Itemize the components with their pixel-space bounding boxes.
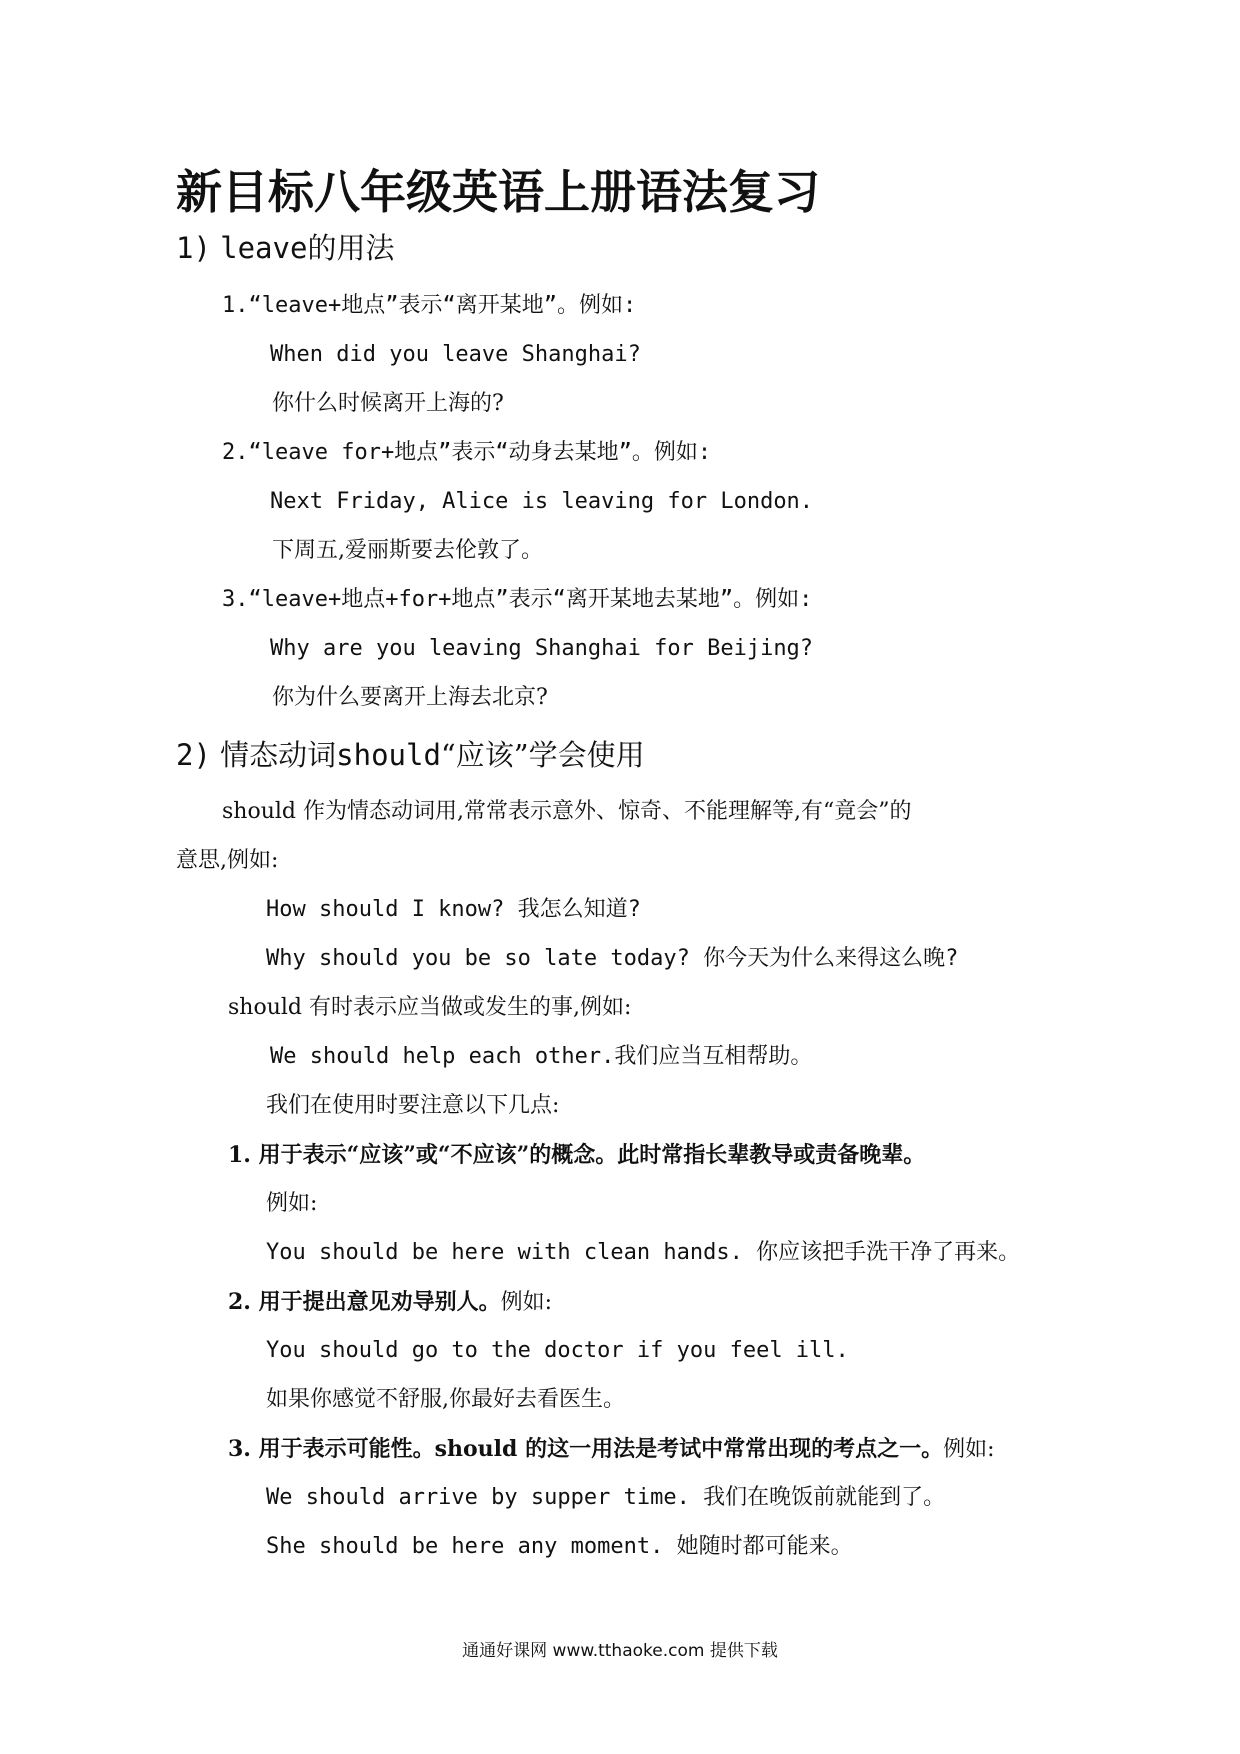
section1-rule-1: 1.“leave+地点”表示“离开某地”。例如: xyxy=(222,293,637,318)
point-2-example-zh: 如果你感觉不舒服,你最好去看医生。 xyxy=(266,1387,625,1412)
section1-number: 1) xyxy=(176,231,211,265)
point-1-heading: 1. 用于表示“应该”或“不应该”的概念。此时常指长辈教导或责备晚辈。 xyxy=(228,1142,926,1168)
section1-example-en-2: Next Friday, Alice is leaving for London. xyxy=(270,489,814,514)
section1-example-en-3: Why are you leaving Shanghai for Beijing? xyxy=(270,636,814,661)
section1-example-zh-1: 你什么时候离开上海的? xyxy=(272,391,504,416)
section1-rule-3: 3.“leave+地点+for+地点”表示“离开某地去某地”。例如: xyxy=(222,587,813,612)
section2-should-line: should 有时表示应当做或发生的事,例如: xyxy=(228,995,632,1020)
page-footer: 通通好课网 www.tthaoke.com 提供下载 xyxy=(462,1641,778,1661)
section2-example-3: We should help each other.我们应当互相帮助。 xyxy=(270,1044,813,1069)
section2-example-2: Why should you be so late today? 你今天为什么来得这么晚? xyxy=(266,946,959,971)
page-title: 新目标八年级英语上册语法复习 xyxy=(176,165,820,219)
point-2-line xyxy=(228,1287,552,1318)
section2-heading-en: should xyxy=(336,738,441,772)
section1-heading-zh: 的用法 xyxy=(307,231,395,265)
section2-number: 2) xyxy=(176,738,211,772)
section2-example-1: How should I know? 我怎么知道? xyxy=(266,897,641,922)
section2-note: 我们在使用时要注意以下几点: xyxy=(266,1093,560,1118)
section2-intro-line1: should 作为情态动词用,常常表示意外、惊奇、不能理解等,有“竟会”的 xyxy=(222,799,912,824)
point-2-example-en: You should go to the doctor if you feel ill. xyxy=(266,1338,849,1363)
section1-example-en-1: When did you leave Shanghai? xyxy=(270,342,641,367)
section2-heading-a: 情态动词 xyxy=(220,738,337,772)
section2-heading xyxy=(176,737,645,773)
section1-heading xyxy=(176,230,394,266)
point-3-heading: 3. 用于表示可能性。should 的这一用法是考试中常常出现的考点之一。 xyxy=(228,1436,944,1462)
point-1-cont: 例如: xyxy=(266,1191,318,1216)
point-3-after: 例如: xyxy=(943,1437,995,1462)
point-1-example: You should be here with clean hands. 你应该把手洗干净了再来。 xyxy=(266,1240,1021,1265)
point-2-after: 例如: xyxy=(500,1290,553,1315)
section1-example-zh-3: 你为什么要离开上海去北京? xyxy=(272,685,548,710)
section1-example-zh-2: 下周五,爱丽斯要去伦敦了。 xyxy=(272,538,543,563)
point-3-line xyxy=(228,1434,995,1465)
section1-heading-en: leave xyxy=(220,231,308,265)
point-2-heading: 2. 用于提出意见劝导别人。 xyxy=(228,1289,501,1315)
point-3-example-2: She should be here any moment. 她随时都可能来。 xyxy=(266,1534,853,1559)
section1-rule-2: 2.“leave for+地点”表示“动身去某地”。例如: xyxy=(222,440,712,465)
point-3-example-1: We should arrive by supper time. 我们在晚饭前就能到了。 xyxy=(266,1485,946,1510)
section2-heading-b: “应该”学会使用 xyxy=(440,738,645,772)
section2-intro-line2: 意思,例如: xyxy=(176,848,279,873)
